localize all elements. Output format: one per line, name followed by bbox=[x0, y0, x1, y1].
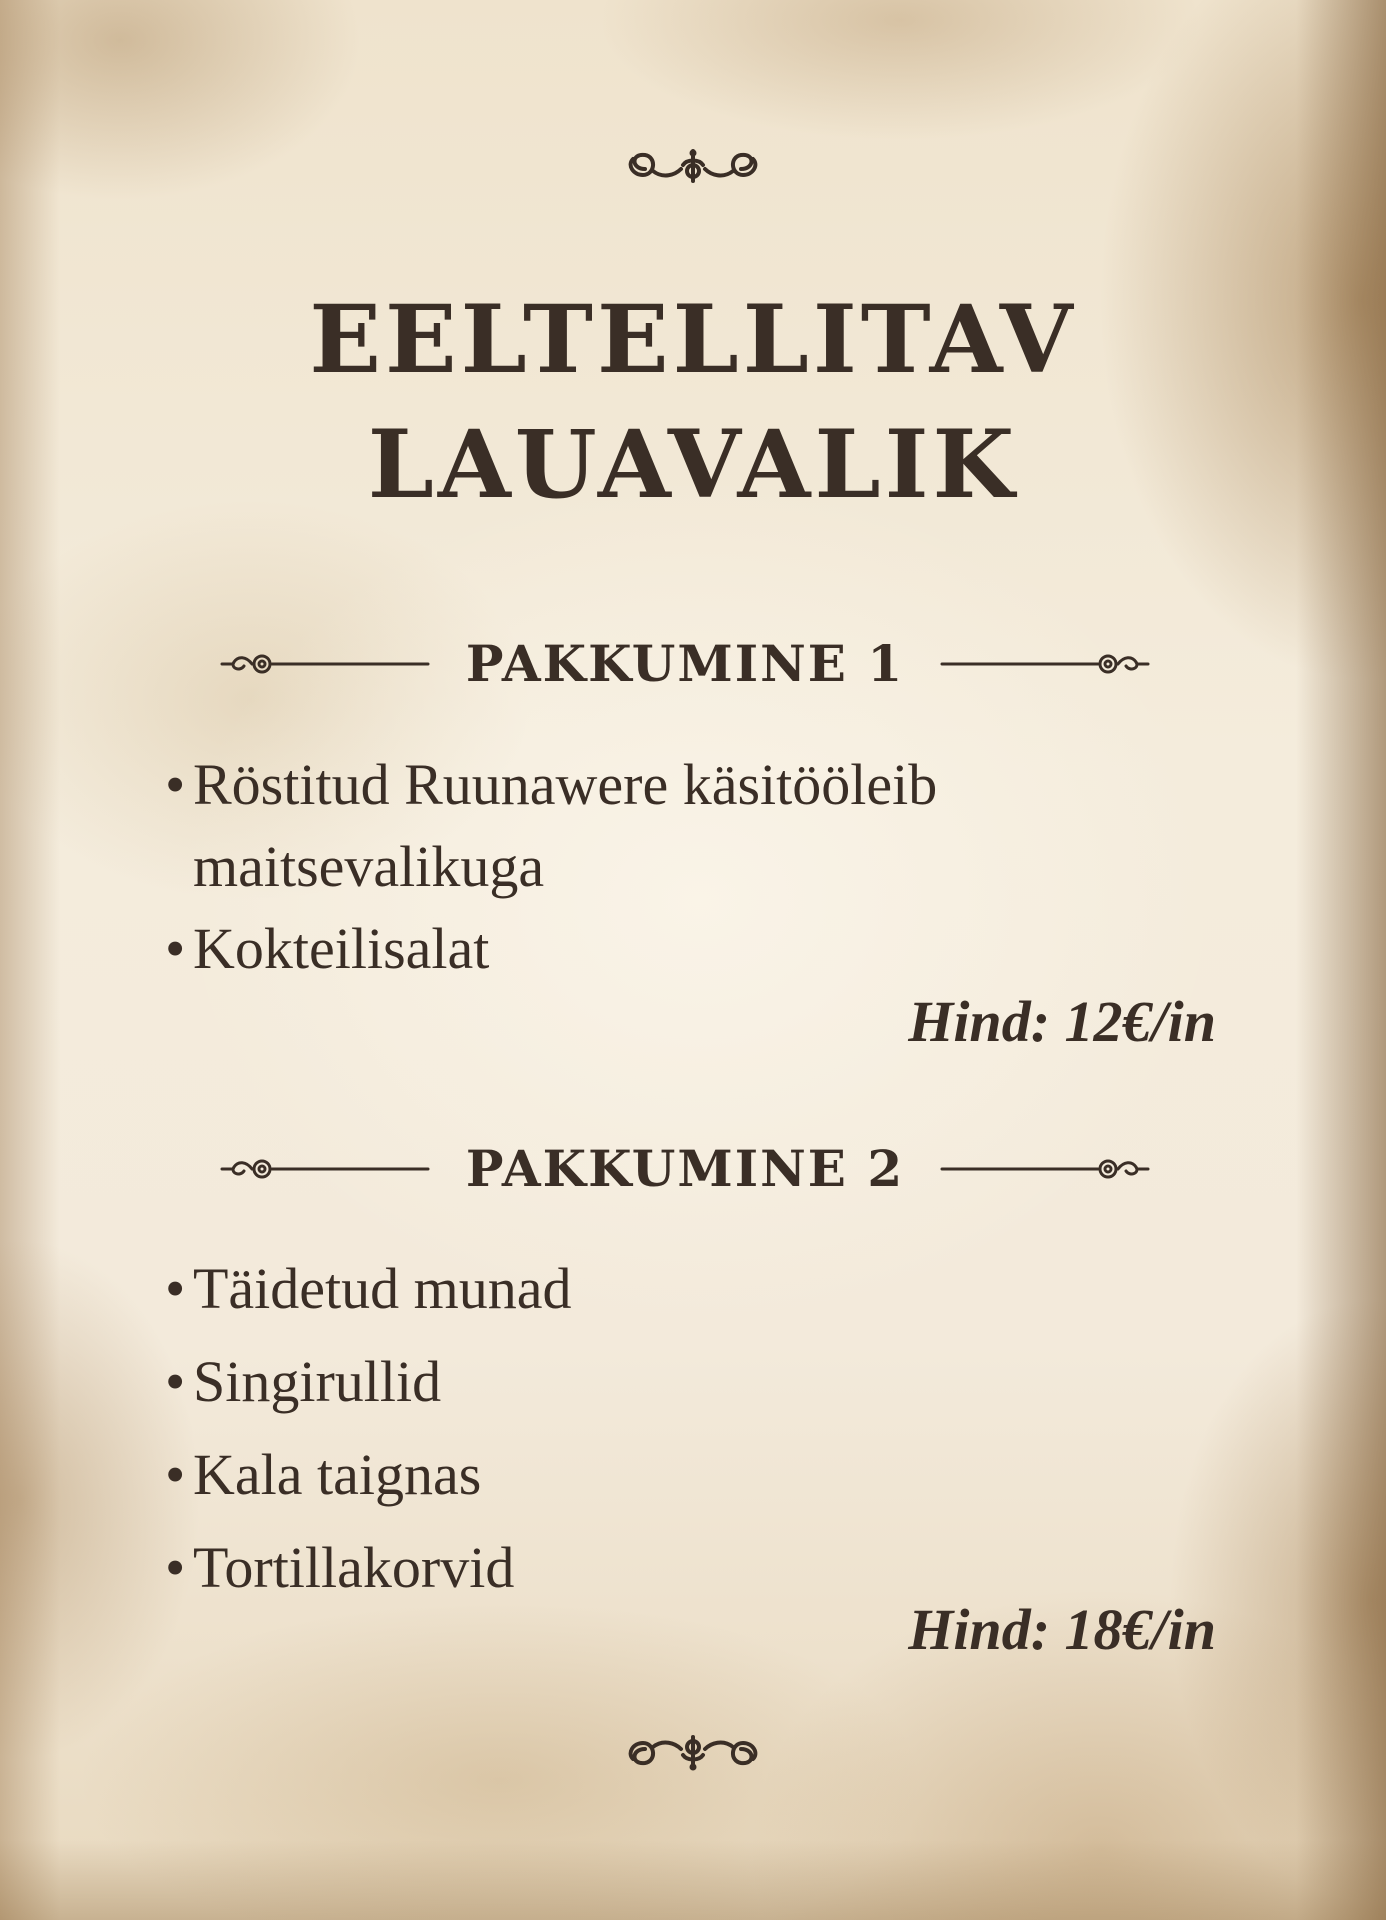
offer-2-heading-text: PAKKUMINE 2 bbox=[465, 1139, 905, 1198]
list-item-text: Röstitud Ruunawere käsitööleib maitsevalikuga bbox=[193, 752, 938, 899]
offer-1-heading-text: PAKKUMINE 1 bbox=[465, 634, 905, 693]
offer-2-item-list bbox=[165, 1242, 1165, 1614]
offer-1-heading bbox=[220, 634, 1150, 694]
list-item-text: Kala taignas bbox=[193, 1442, 482, 1507]
scroll-divider-right-icon bbox=[940, 648, 1150, 680]
offer-2-heading bbox=[220, 1139, 1150, 1199]
scroll-divider-right-icon bbox=[940, 1153, 1150, 1185]
offer-2-price: Hind: 18€/in bbox=[908, 1597, 1216, 1662]
list-item: • Tortillakorvid bbox=[165, 1535, 515, 1600]
list-item: • Singirullid bbox=[165, 1349, 442, 1414]
offer-1-price: Hind: 12€/in bbox=[908, 989, 1216, 1054]
page-title-line-1: EELTELLITAV bbox=[309, 285, 1077, 395]
list-item-text: Singirullid bbox=[193, 1349, 442, 1414]
list-item: • Kokteilisalat bbox=[165, 916, 490, 981]
list-item: • Kala taignas bbox=[165, 1442, 482, 1507]
list-item-text: Tortillakorvid bbox=[193, 1535, 515, 1600]
page-title-line-2: LAUAVALIK bbox=[367, 410, 1019, 520]
list-item: • Täidetud munad bbox=[165, 1256, 572, 1321]
flourish-ornament-bottom-icon bbox=[623, 1729, 763, 1773]
list-item-text: Kokteilisalat bbox=[193, 916, 490, 981]
list-item: • Röstitud Ruunawere käsitööleib maitsevalikuga bbox=[165, 752, 938, 899]
paper-edge-bottom bbox=[0, 1840, 1386, 1920]
list-item-text: Täidetud munad bbox=[193, 1256, 572, 1321]
offer-1-item-list bbox=[165, 744, 1165, 990]
flourish-ornament-top-icon bbox=[623, 145, 763, 189]
